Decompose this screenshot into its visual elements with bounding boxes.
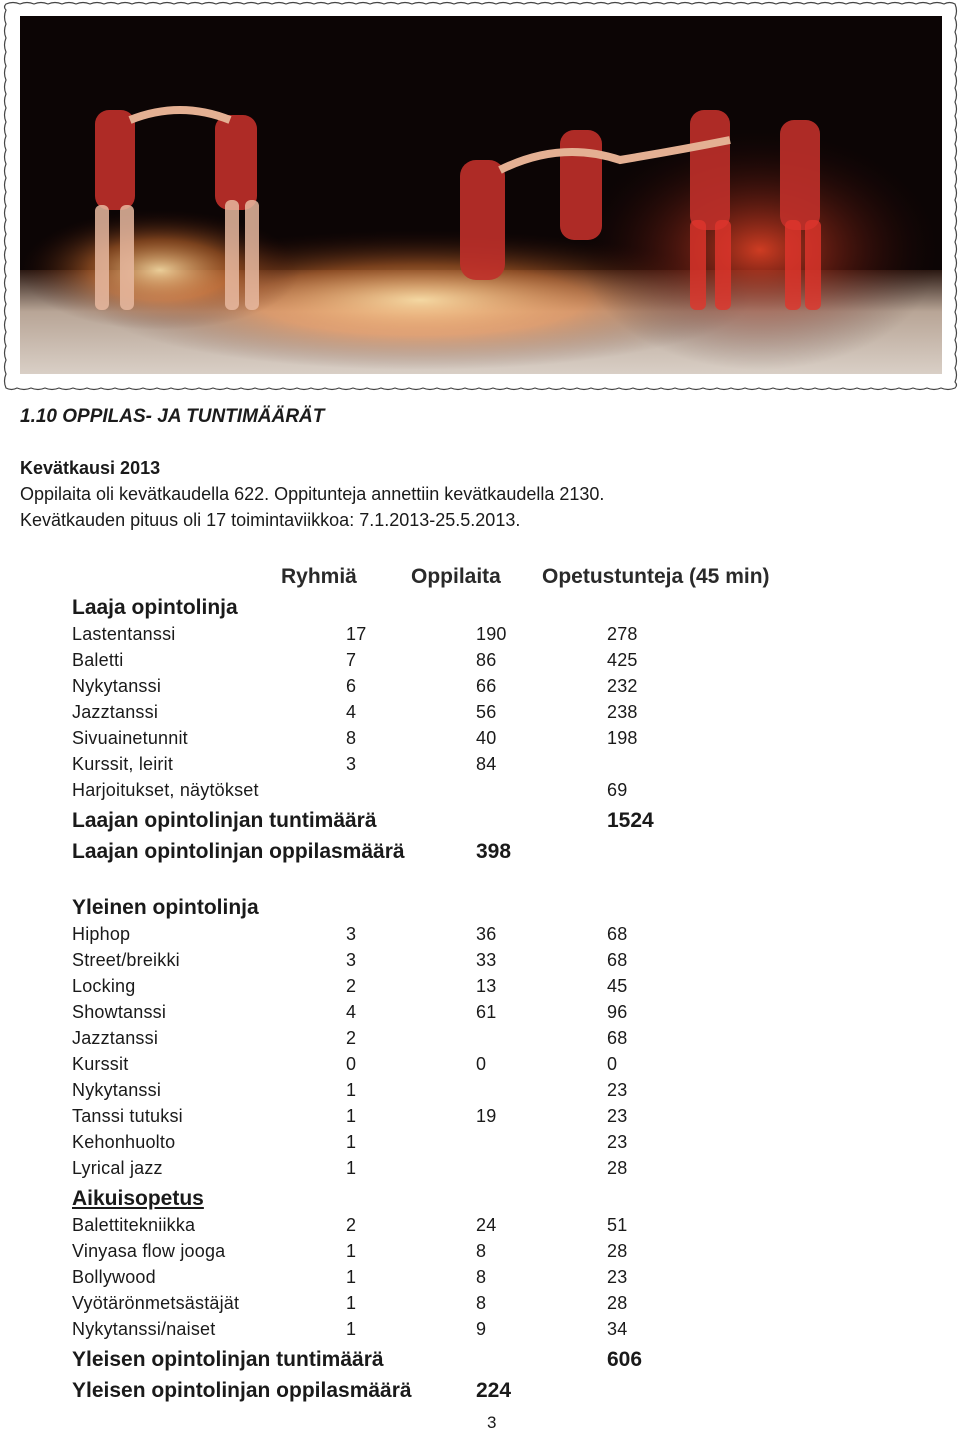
row-groups: 1 <box>346 1267 357 1287</box>
intro-line: Oppilaita oli kevätkaudella 622. Oppitunteja annettiin kevätkaudella 2130. <box>20 484 605 504</box>
table-row <box>0 624 960 650</box>
table-row <box>0 1267 960 1293</box>
row-name: Jazztanssi <box>72 1028 159 1048</box>
table-row <box>0 676 960 702</box>
row-students: 190 <box>476 624 507 644</box>
row-lessons: 28 <box>607 1293 628 1313</box>
row-name: Kehonhuolto <box>72 1132 176 1152</box>
row-students: 13 <box>476 976 497 996</box>
adult-education-title: Aikuisopetus <box>72 1187 204 1210</box>
row-name: Vinyasa flow jooga <box>72 1241 226 1261</box>
row-lessons: 28 <box>607 1241 628 1261</box>
table-row <box>0 976 960 1002</box>
row-groups: 4 <box>346 1002 357 1022</box>
row-name: Hiphop <box>72 924 131 944</box>
row-groups: 1 <box>346 1241 357 1261</box>
row-name: Nykytanssi/naiset <box>72 1319 216 1339</box>
row-lessons: 96 <box>607 1002 628 1022</box>
table-row <box>0 1215 960 1241</box>
section-heading: 1.10 OPPILAS- JA TUNTIMÄÄRÄT <box>20 406 325 427</box>
table-row <box>0 650 960 676</box>
row-lessons: 425 <box>607 650 638 670</box>
row-groups: 4 <box>346 702 357 722</box>
row-students: 0 <box>476 1054 487 1074</box>
row-name: Vyötärönmetsästäjät <box>72 1293 240 1313</box>
total-label: Yleisen opintolinjan tuntimäärä <box>72 1348 384 1371</box>
table-row <box>0 754 960 780</box>
row-students: 19 <box>476 1106 497 1126</box>
row-name: Baletti <box>72 650 124 670</box>
row-lessons: 68 <box>607 950 628 970</box>
total-label: Laajan opintolinjan tuntimäärä <box>72 809 377 832</box>
row-name: Bollywood <box>72 1267 156 1287</box>
row-lessons: 198 <box>607 728 638 748</box>
row-groups: 1 <box>346 1293 357 1313</box>
row-lessons: 51 <box>607 1215 628 1235</box>
broad-students-total-row <box>0 840 960 866</box>
row-lessons: 0 <box>607 1054 618 1074</box>
row-lessons: 45 <box>607 976 628 996</box>
row-name: Locking <box>72 976 136 996</box>
row-groups: 3 <box>346 950 357 970</box>
row-groups: 6 <box>346 676 357 696</box>
table-row <box>0 950 960 976</box>
total-value: 398 <box>476 840 512 863</box>
table-row <box>0 1080 960 1106</box>
row-groups: 3 <box>346 754 357 774</box>
total-value: 606 <box>607 1348 643 1371</box>
table-row <box>0 1054 960 1080</box>
row-name: Kurssit, leirit <box>72 754 174 774</box>
row-lessons: 232 <box>607 676 638 696</box>
row-students: 8 <box>476 1293 487 1313</box>
row-name: Street/breikki <box>72 950 180 970</box>
table-row <box>0 1132 960 1158</box>
row-students: 84 <box>476 754 497 774</box>
row-name: Jazztanssi <box>72 702 159 722</box>
row-name: Tanssi tutuksi <box>72 1106 183 1126</box>
row-groups: 2 <box>346 1028 357 1048</box>
total-value: 1524 <box>607 809 654 832</box>
general-program-title: Yleinen opintolinja <box>72 896 259 919</box>
row-lessons: 28 <box>607 1158 628 1178</box>
row-name: Lyrical jazz <box>72 1158 163 1178</box>
dance-performance-photo <box>0 0 960 394</box>
row-students: 56 <box>476 702 497 722</box>
page-number: 3 <box>487 1413 497 1432</box>
column-header-groups: Ryhmiä <box>281 565 357 588</box>
row-lessons: 278 <box>607 624 638 644</box>
intro-line: Kevätkauden pituus oli 17 toimintaviikkoa: 7.1.2013-25.5.2013. <box>20 510 521 530</box>
row-groups: 1 <box>346 1158 357 1178</box>
row-groups: 1 <box>346 1319 357 1339</box>
row-lessons: 68 <box>607 1028 628 1048</box>
row-students: 36 <box>476 924 497 944</box>
row-name: Harjoitukset, näytökset <box>72 780 259 800</box>
row-students: 40 <box>476 728 497 748</box>
row-students: 24 <box>476 1215 497 1235</box>
general-students-total-row <box>0 1379 960 1405</box>
total-label: Laajan opintolinjan oppilasmäärä <box>72 840 405 863</box>
row-lessons: 23 <box>607 1132 628 1152</box>
row-groups: 8 <box>346 728 357 748</box>
row-groups: 7 <box>346 650 357 670</box>
row-students: 33 <box>476 950 497 970</box>
row-groups: 2 <box>346 1215 357 1235</box>
row-groups: 0 <box>346 1054 357 1074</box>
row-students: 8 <box>476 1241 487 1261</box>
row-students: 9 <box>476 1319 487 1339</box>
table-row <box>0 924 960 950</box>
row-lessons: 238 <box>607 702 638 722</box>
row-name: Nykytanssi <box>72 1080 162 1100</box>
row-students: 61 <box>476 1002 497 1022</box>
row-lessons: 23 <box>607 1080 628 1100</box>
row-groups: 17 <box>346 624 367 644</box>
table-row <box>0 780 960 806</box>
row-name: Kurssit <box>72 1054 129 1074</box>
broad-hours-total-row <box>0 809 960 835</box>
table-row <box>0 1293 960 1319</box>
table-row <box>0 1319 960 1345</box>
row-students: 86 <box>476 650 497 670</box>
row-lessons: 34 <box>607 1319 628 1339</box>
row-groups: 1 <box>346 1080 357 1100</box>
row-lessons: 68 <box>607 924 628 944</box>
row-lessons: 23 <box>607 1106 628 1126</box>
term-title: Kevätkausi 2013 <box>20 458 161 478</box>
total-label: Yleisen opintolinjan oppilasmäärä <box>72 1379 412 1402</box>
row-name: Lastentanssi <box>72 624 176 644</box>
photo-frame <box>0 0 960 394</box>
row-students: 66 <box>476 676 497 696</box>
row-groups: 1 <box>346 1106 357 1126</box>
table-row <box>0 1241 960 1267</box>
table-row <box>0 1106 960 1132</box>
row-name: Sivuainetunnit <box>72 728 188 748</box>
table-row <box>0 728 960 754</box>
table-row <box>0 702 960 728</box>
row-groups: 3 <box>346 924 357 944</box>
column-header-lessons: Opetustunteja (45 min) <box>542 565 770 588</box>
row-groups: 2 <box>346 976 357 996</box>
row-name: Balettitekniikka <box>72 1215 196 1235</box>
row-name: Nykytanssi <box>72 676 162 696</box>
total-value: 224 <box>476 1379 512 1402</box>
table-row <box>0 1002 960 1028</box>
column-header-students: Oppilaita <box>411 565 501 588</box>
row-groups: 1 <box>346 1132 357 1152</box>
row-lessons: 69 <box>607 780 628 800</box>
row-lessons: 23 <box>607 1267 628 1287</box>
row-name: Showtanssi <box>72 1002 167 1022</box>
row-students: 8 <box>476 1267 487 1287</box>
table-row <box>0 1028 960 1054</box>
broad-program-title: Laaja opintolinja <box>72 596 238 619</box>
table-row <box>0 1158 960 1184</box>
general-hours-total-row <box>0 1348 960 1374</box>
